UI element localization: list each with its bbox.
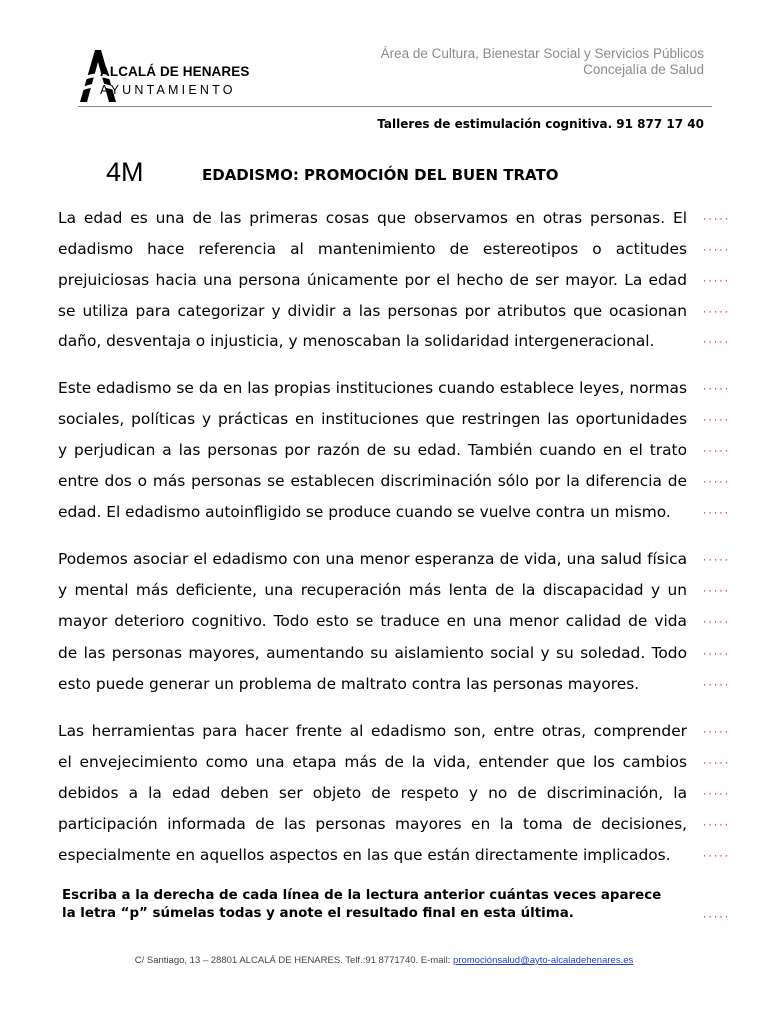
answer-field[interactable]: ·····	[702, 215, 730, 225]
answer-field[interactable]: ·····	[702, 728, 730, 738]
answer-field[interactable]: ·····	[702, 509, 730, 519]
city-logo	[78, 48, 278, 108]
answer-field[interactable]: ·····	[702, 681, 730, 691]
text-line: sociales, políticas y prácticas en instituciones que restringen las oportunidades	[58, 410, 687, 428]
text-line: debidos a la edad deben ser objeto de respeto y no de discriminación, la	[58, 784, 687, 802]
footer-address: C/ Santiago, 13 – 28801 ALCALÁ DE HENARES. Telf.:91 8771740. E-mail:	[134, 955, 454, 966]
text-line: de las personas mayores, aumentando su aislamiento social y su soledad. Todo	[58, 644, 687, 662]
answer-field[interactable]: ·····	[702, 478, 730, 488]
answer-field[interactable]: ·····	[702, 759, 730, 769]
department-block	[381, 46, 704, 78]
answer-field[interactable]: ·····	[702, 385, 730, 395]
instructions-line: la letra “p” súmelas todas y anote el resultado final en esta última.	[62, 906, 574, 921]
text-line: y perjudican a las personas por razón de su edad. También cuando en el trato	[58, 441, 687, 459]
text-line: y mental más deficiente, una recuperación más lenta de la discapacidad y un	[58, 581, 687, 599]
answer-field[interactable]: ·····	[702, 308, 730, 318]
answer-field[interactable]: ·····	[702, 277, 730, 287]
answer-field[interactable]: ·····	[702, 447, 730, 457]
answer-field[interactable]: ·····	[702, 587, 730, 597]
footer	[0, 955, 768, 966]
text-line: mayor deterioro cognitivo. Todo esto se traduce en una menor calidad de vida	[58, 612, 687, 630]
department-area: Área de Cultura, Bienestar Social y Servicios Públicos	[380, 46, 704, 61]
page-title: EDADISMO: PROMOCIÓN DEL BUEN TRATO	[202, 166, 559, 184]
text-line: participación informada de las personas mayores en la toma de decisiones,	[58, 815, 687, 833]
text-line: esto puede generar un problema de maltrato contra las personas mayores.	[58, 675, 640, 693]
answer-field[interactable]: ·····	[702, 852, 730, 862]
header-divider	[78, 106, 712, 107]
text-line: Las herramientas para hacer frente al edadismo son, entre otras, comprender	[58, 722, 687, 740]
text-line: el envejecimiento como una etapa más de la vida, entender que los cambios	[58, 753, 687, 771]
answer-field[interactable]: ·····	[702, 338, 730, 348]
instructions-line: Escriba a la derecha de cada línea de la lectura anterior cuántas veces aparece	[62, 888, 662, 903]
answer-field[interactable]: ·····	[702, 790, 730, 800]
answer-field[interactable]: ·····	[702, 618, 730, 628]
text-line: La edad es una de las primeras cosas que observamos en otras personas. El	[58, 209, 687, 227]
answer-field[interactable]: ·····	[702, 650, 730, 660]
logo-text-council: AYUNTAMIENTO	[100, 83, 236, 97]
department-council: Concejalía de Salud	[583, 62, 704, 77]
footer-email-link[interactable]: promociónsalud@ayto-alcaladehenares.es	[453, 955, 634, 966]
text-line: edad. El edadismo autoinfligido se produce cuando se vuelve contra un mismo.	[58, 503, 671, 521]
answer-field[interactable]: ·····	[702, 246, 730, 256]
text-line: Este edadismo se da en las propias instituciones cuando establece leyes, normas	[58, 379, 687, 397]
exercise-code: 4M	[106, 157, 144, 187]
text-line: edadismo hace referencia al mantenimiento de estereotipos o actitudes	[58, 240, 687, 258]
text-line: especialmente en aquellos aspectos en las que están directamente implicados.	[58, 846, 671, 864]
text-line: daño, desventaja o injusticia, y menoscaban la solidaridad intergeneracional.	[58, 332, 655, 350]
answer-field[interactable]: ·····	[702, 821, 730, 831]
text-line: se utiliza para categorizar y dividir a las personas por atributos que ocasionan	[58, 302, 687, 320]
answer-field[interactable]: ·····	[702, 556, 730, 566]
text-line: Podemos asociar el edadismo con una menor esperanza de vida, una salud física	[58, 550, 687, 568]
answer-field[interactable]: ·····	[702, 416, 730, 426]
text-line: prejuiciosas hacia una persona únicamente por el hecho de ser mayor. La edad	[58, 271, 687, 289]
logo-text-city: ALCALÁ DE HENARES	[100, 64, 250, 79]
total-answer-field[interactable]: ·····	[702, 913, 730, 923]
text-line: entre dos o más personas se establecen discriminación sólo por la diferencia de	[58, 472, 687, 490]
workshop-phone: Talleres de estimulación cognitiva. 91 877 17 40	[377, 117, 704, 131]
